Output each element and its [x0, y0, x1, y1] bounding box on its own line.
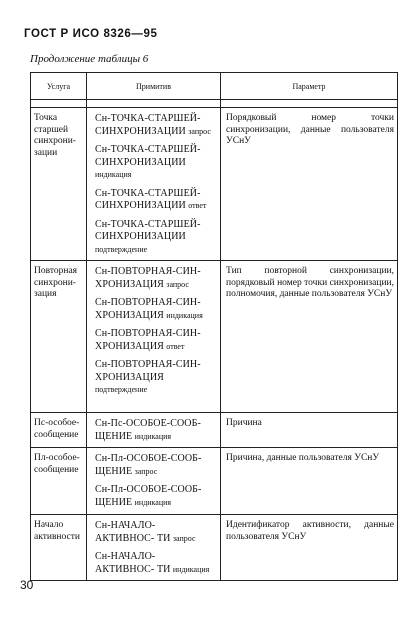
spacer-row [31, 100, 398, 108]
primitive-kind: запрос [134, 466, 158, 476]
primitive-item [95, 188, 214, 213]
primitive-item [95, 484, 214, 509]
primitive-name: Сн-ТОЧКА-СТАРШЕЙ- СИНХРОНИЗАЦИИ [95, 218, 201, 242]
primitive-kind: индикация [95, 170, 132, 179]
primitive-kind: ответ [188, 201, 207, 210]
document-header: ГОСТ Р ИСО 8326—95 [24, 28, 158, 40]
table-row [31, 413, 398, 448]
primitive-name: Сн-ПОВТОРНАЯ-СИН- ХРОНИЗАЦИЯ [95, 359, 201, 383]
primitive-item [95, 453, 214, 478]
parameter-cell: Тип повторной синхронизации, порядковый номер точки синхронизации, полномочия, данные пользователя УСнУ [221, 261, 398, 413]
parameter-cell: Идентификатор активности, данные пользователя УСнУ [221, 515, 398, 581]
primitive-kind: запрос [172, 533, 196, 543]
primitive-name: Сн-Пс-ОСОБОЕ-СООБ- ЩЕНИЕ [95, 418, 201, 442]
primitive-item [95, 113, 214, 138]
primitive-item [95, 328, 214, 353]
primitive-kind: подтверждение [95, 244, 148, 254]
table-row [31, 515, 398, 581]
parameter-cell: Причина [221, 413, 398, 448]
service-cell: Повторная синхрони- зация [31, 261, 87, 413]
primitive-item [95, 359, 214, 397]
primitive-item [95, 266, 214, 291]
primitive-name: Сн-ПОВТОРНАЯ-СИН- ХРОНИЗАЦИЯ [95, 297, 201, 321]
primitive-kind: индикация [134, 497, 172, 507]
primitive-kind: подтверждение [95, 385, 148, 394]
services-table [30, 72, 398, 581]
primitive-item [95, 551, 214, 576]
column-header-primitive: Примитив [87, 73, 221, 100]
primitive-item [95, 418, 214, 443]
column-header-parameter: Параметр [221, 73, 398, 100]
primitive-item [95, 144, 214, 182]
primitive-kind: запрос [166, 279, 189, 289]
primitive-kind: индикация [166, 310, 203, 320]
primitive-name: Сн-ПОВТОРНАЯ-СИН- ХРОНИЗАЦИЯ [95, 328, 201, 352]
primitive-name: Сн-ТОЧКА-СТАРШЕЙ- СИНХРОНИЗАЦИИ [95, 113, 201, 137]
service-cell: Точка старшей синхрони- зации [31, 108, 87, 261]
primitive-kind: запрос [188, 126, 211, 136]
primitive-cell [87, 108, 221, 261]
primitive-name: Сн-НАЧАЛО-АКТИВНОС- ТИ [95, 520, 171, 544]
table-row [31, 448, 398, 515]
table-row [31, 261, 398, 413]
column-header-service: Услуга [31, 73, 87, 100]
primitive-name: Сн-НАЧАЛО-АКТИВНОС- ТИ [95, 551, 171, 575]
parameter-cell: Причина, данные пользователя УСнУ [221, 448, 398, 515]
service-cell: Начало активности [31, 515, 87, 581]
primitive-name: Сн-Пл-ОСОБОЕ-СООБ- ЩЕНИЕ [95, 453, 202, 477]
primitive-cell [87, 448, 221, 515]
parameter-cell: Порядковый номер точки синхронизации, данные пользователя УСнУ [221, 108, 398, 261]
primitive-kind: ответ [166, 341, 185, 351]
primitive-name: Сн-ТОЧКА-СТАРШЕЙ- СИНХРОНИЗАЦИИ [95, 187, 201, 211]
primitive-name: Сн-ТОЧКА-СТАРШЕЙ- СИНХРОНИЗАЦИИ [95, 144, 201, 168]
primitive-cell [87, 261, 221, 413]
primitive-item [95, 219, 214, 257]
primitive-name: Сн-ПОВТОРНАЯ-СИН- ХРОНИЗАЦИЯ [95, 266, 201, 290]
table-row [31, 108, 398, 261]
primitive-cell [87, 515, 221, 581]
service-cell: Пс-особое- сообщение [31, 413, 87, 448]
table-caption: Продолжение таблицы 6 [30, 53, 149, 65]
primitive-item [95, 520, 214, 545]
primitive-name: Сн-Пл-ОСОБОЕ-СООБ- ЩЕНИЕ [95, 484, 202, 508]
service-cell: Пл-особое- сообщение [31, 448, 87, 515]
primitive-kind: индикация [134, 431, 172, 441]
primitive-item [95, 297, 214, 322]
primitive-cell [87, 413, 221, 448]
page-number: 30 [20, 578, 34, 592]
primitive-kind: индикация [172, 564, 210, 574]
table-header-row [31, 73, 398, 100]
